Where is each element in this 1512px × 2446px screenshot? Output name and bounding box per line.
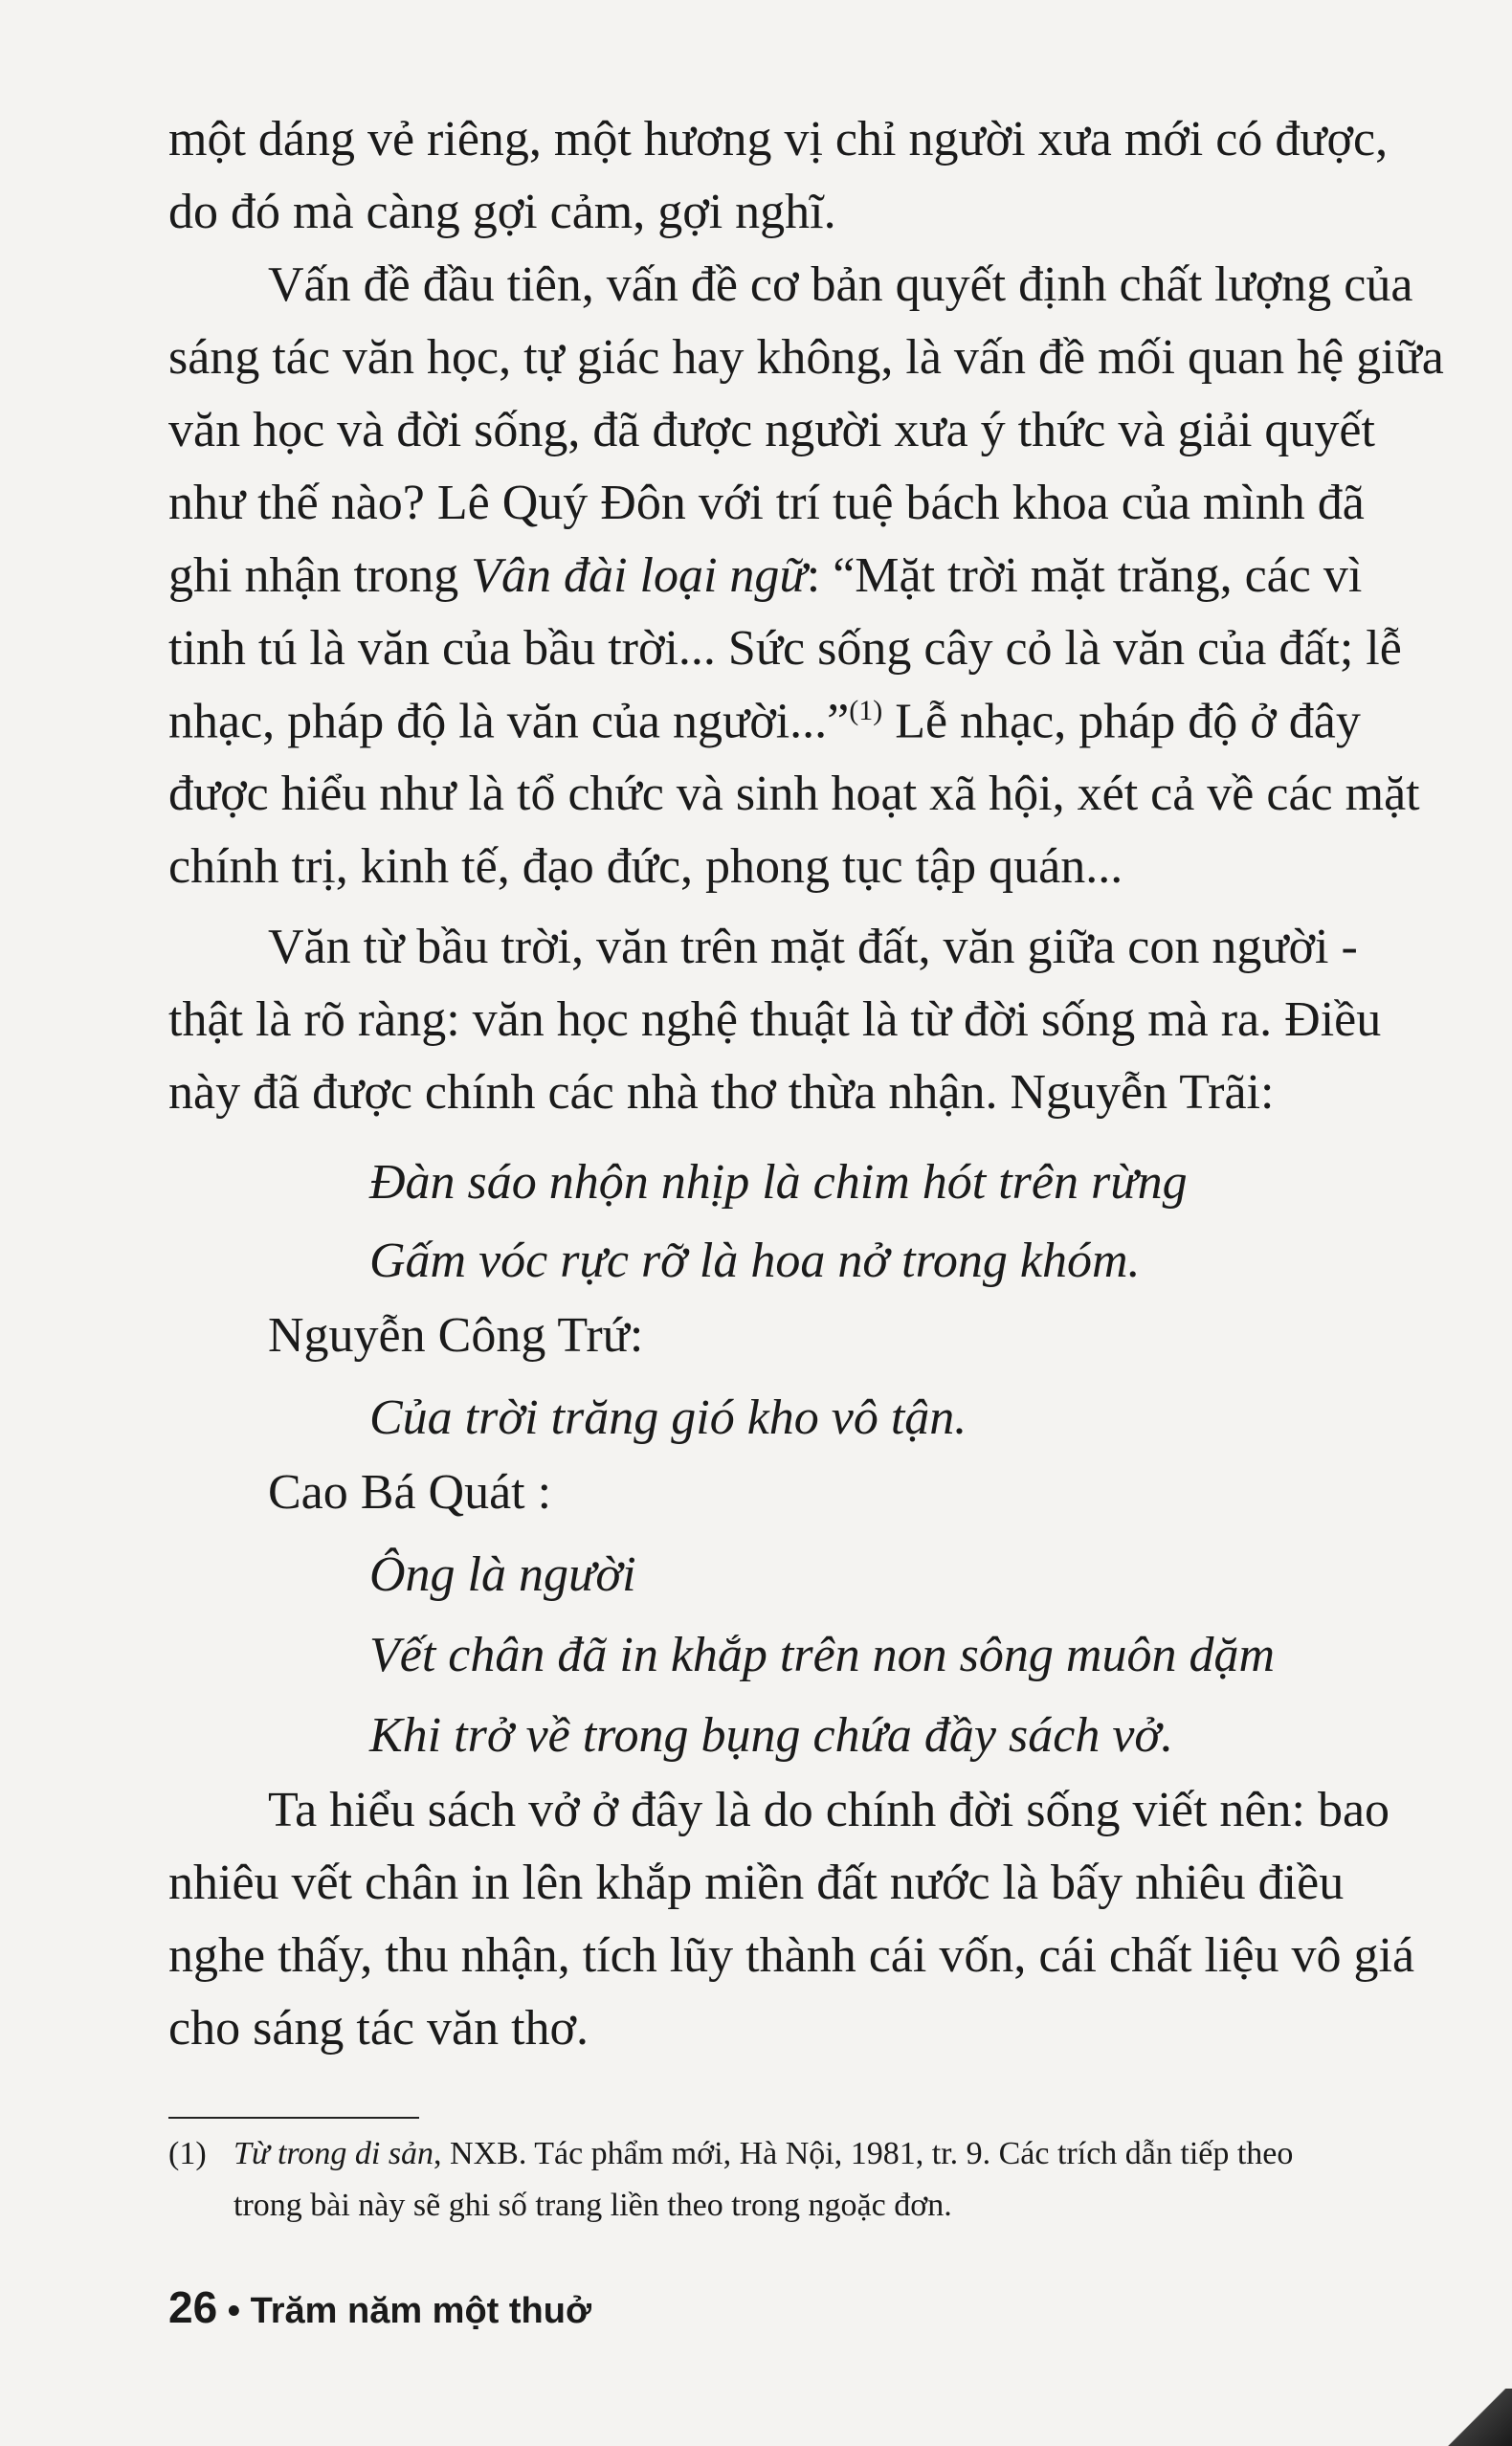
text-line: sáng tác văn học, tự giác hay không, là vấn đề mối quan hệ giữa (168, 330, 1444, 385)
text-segment: ghi nhận trong (168, 548, 472, 603)
footnote-reference: (1) (849, 695, 883, 726)
verse-line: Gấm vóc rực rỡ là hoa nở trong khóm. (369, 1234, 1141, 1288)
text-line: như thế nào? Lê Quý Đôn với trí tuệ bách khoa của mình đã (168, 476, 1365, 530)
bullet-separator: • (227, 2291, 241, 2331)
page-number: 26 (168, 2282, 218, 2332)
text-line: tinh tú là văn của bầu trời... Sức sống cây cỏ là văn của đất; lễ (168, 621, 1402, 676)
book-title-citation: Vân đài loại ngữ (471, 548, 807, 603)
text-line: Ta hiểu sách vở ở đây là do chính đời sống viết nên: bao (268, 1783, 1390, 1837)
verse-line: Khi trở về trong bụng chứa đầy sách vở. (369, 1708, 1174, 1763)
footnote-divider (168, 2117, 419, 2119)
text-line: văn học và đời sống, đã được người xưa ý thức và giải quyết (168, 403, 1375, 457)
text-line: một dáng vẻ riêng, một hương vị chỉ người xưa mới có được, (168, 112, 1389, 167)
footnote-number: (1) (168, 2136, 207, 2171)
verse-line: Vết chân đã in khắp trên non sông muôn dặm (369, 1628, 1276, 1682)
text-line: do đó mà càng gợi cảm, gợi nghĩ. (168, 185, 836, 239)
running-title: Trăm năm một thuở (250, 2291, 591, 2331)
text-line: Văn từ bầu trời, văn trên mặt đất, văn giữa con người - (268, 920, 1358, 974)
text-line: này đã được chính các nhà thơ thừa nhận. Nguyễn Trãi: (168, 1065, 1275, 1120)
verse-line: Đàn sáo nhộn nhịp là chim hót trên rừng (369, 1155, 1188, 1210)
text-line (168, 694, 1361, 749)
text-line: chính trị, kinh tế, đạo đức, phong tục tập quán... (168, 839, 1123, 894)
verse-line: Ông là người (369, 1547, 636, 1602)
text-line: Vấn đề đầu tiên, vấn đề cơ bản quyết định chất lượng của (268, 257, 1413, 312)
text-line: cho sáng tác văn thơ. (168, 2001, 589, 2056)
page-footer (168, 2281, 591, 2333)
text-segment: nhạc, pháp độ là văn của người...” (168, 694, 850, 749)
text-line: thật là rõ ràng: văn học nghệ thuật là từ đời sống mà ra. Điều (168, 992, 1382, 1047)
text-line: được hiểu như là tổ chức và sinh hoạt xã hội, xét cả về các mặt (168, 767, 1420, 821)
text-segment: Lễ nhạc, pháp độ ở đây (882, 694, 1361, 749)
text-line (168, 548, 1363, 603)
text-line: nhiêu vết chân in lên khắp miền đất nước là bấy nhiêu điều (168, 1856, 1345, 1910)
page-corner-shadow (1426, 2389, 1512, 2446)
footnote-source-title: Từ trong di sản (233, 2136, 434, 2171)
text-segment: : “Mặt trời mặt trăng, các vì (806, 548, 1363, 603)
footnote-text: , NXB. Tác phẩm mới, Hà Nội, 1981, tr. 9. Các trích dẫn tiếp theo (434, 2136, 1294, 2171)
footnote-line (233, 2136, 1293, 2172)
poet-label: Cao Bá Quát : (268, 1465, 552, 1520)
text-line: nghe thấy, thu nhận, tích lũy thành cái vốn, cái chất liệu vô giá (168, 1928, 1415, 1983)
verse-line: Của trời trăng gió kho vô tận. (369, 1390, 967, 1445)
footnote-line: trong bài này sẽ ghi số trang liền theo trong ngoặc đơn. (233, 2188, 952, 2223)
poet-label: Nguyễn Công Trứ: (268, 1308, 644, 1363)
